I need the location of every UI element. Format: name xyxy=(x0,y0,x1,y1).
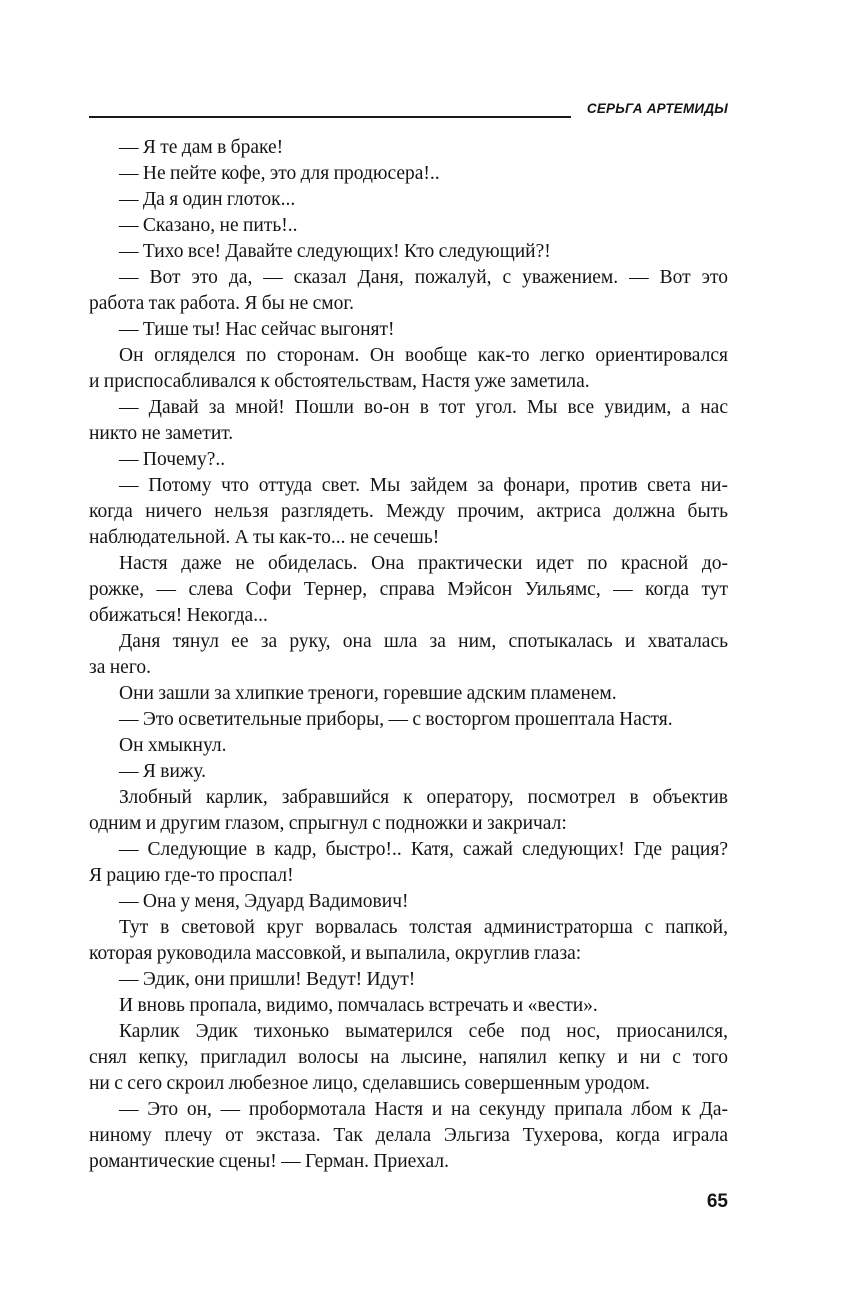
paragraph xyxy=(89,1097,728,1175)
text-line: которая руководила массовкой, и выпалила, округлив глаза: xyxy=(89,943,582,964)
paragraph xyxy=(89,395,728,447)
paragraph xyxy=(89,135,728,161)
text-line: работа так работа. Я бы не смог. xyxy=(89,293,355,314)
text-line: — Она у меня, Эдуард Вадимович! xyxy=(119,891,409,912)
text-line: и приспосабливался к обстоятельствам, Настя уже заметила. xyxy=(89,371,590,392)
text-line: Он огляделся по сторонам. Он вообще как-то легко ориентировался xyxy=(119,345,728,366)
text-line: И вновь пропала, видимо, помчалась встречать и «вести». xyxy=(119,995,598,1016)
paragraph xyxy=(89,889,728,915)
text-line: — Потому что оттуда свет. Мы зайдем за фонари, против света ни- xyxy=(119,475,728,496)
text-line: обижаться! Некогда... xyxy=(89,605,268,626)
text-line: когда ничего нельзя разглядеть. Между прочим, актриса должна быть xyxy=(89,501,728,522)
page-number: 65 xyxy=(706,1191,728,1212)
text-line: — Это он, — пробормотала Настя и на секунду припала лбом к Да- xyxy=(119,1099,728,1120)
text-line: Они зашли за хлипкие треноги, горевшие адским пламенем. xyxy=(119,683,617,704)
text-line: Даня тянул ее за руку, она шла за ним, спотыкалась и хваталась xyxy=(119,631,728,652)
text-line: — Вот это да, — сказал Даня, пожалуй, с уважением. — Вот это xyxy=(119,267,728,288)
header-rule xyxy=(89,116,571,118)
paragraph xyxy=(89,915,728,967)
text-line: романтические сцены! — Герман. Приехал. xyxy=(89,1151,449,1172)
text-line: — Не пейте кофе, это для продюсера!.. xyxy=(119,163,440,184)
text-line: Злобный карлик, забравшийся к оператору, посмотрел в объектив xyxy=(119,787,728,808)
text-line: — Я вижу. xyxy=(119,761,207,782)
text-line: Настя даже не обиделась. Она практически идет по красной до- xyxy=(119,553,728,574)
text-line: — Тихо все! Давайте следующих! Кто следующий?! xyxy=(119,241,551,262)
paragraph xyxy=(89,213,728,239)
text-line: Тут в световой круг ворвалась толстая администраторша с папкой, xyxy=(119,917,728,938)
text-line: ниному плечу от экстаза. Так делала Эльгиза Тухерова, когда играла xyxy=(89,1125,728,1146)
text-line: никто не заметит. xyxy=(89,423,234,444)
paragraph xyxy=(89,265,728,317)
paragraph xyxy=(89,733,728,759)
paragraph xyxy=(89,161,728,187)
text-line: — Почему?.. xyxy=(119,449,226,470)
paragraph xyxy=(89,239,728,265)
paragraph xyxy=(89,967,728,993)
text-line: — Сказано, не пить!.. xyxy=(119,215,298,236)
paragraph xyxy=(89,681,728,707)
text-line: — Я те дам в браке! xyxy=(119,137,284,158)
text-line: рожке, — слева Софи Тернер, справа Мэйсон Уильямс, — когда тут xyxy=(89,579,728,600)
paragraph xyxy=(89,837,728,889)
text-line: наблюдательной. А ты как-то... не сечешь! xyxy=(89,527,440,548)
paragraph xyxy=(89,551,728,629)
paragraph xyxy=(89,629,728,681)
text-line: — Эдик, они пришли! Ведут! Идут! xyxy=(119,969,416,990)
paragraph xyxy=(89,1019,728,1097)
body-text xyxy=(89,135,728,1175)
paragraph xyxy=(89,343,728,395)
paragraph xyxy=(89,785,728,837)
text-line: — Следующие в кадр, быстро!.. Катя, сажай следующих! Где рация? xyxy=(119,839,728,860)
paragraph xyxy=(89,993,728,1019)
paragraph xyxy=(89,707,728,733)
paragraph xyxy=(89,759,728,785)
text-line: одним и другим глазом, спрыгнул с подножки и закричал: xyxy=(89,813,567,834)
paragraph xyxy=(89,317,728,343)
text-line: — Давай за мной! Пошли во-он в тот угол. Мы все увидим, а нас xyxy=(119,397,728,418)
paragraph xyxy=(89,447,728,473)
paragraph xyxy=(89,473,728,551)
paragraph xyxy=(89,187,728,213)
text-line: снял кепку, пригладил волосы на лысине, напялил кепку и ни с того xyxy=(89,1047,728,1068)
text-line: Я рацию где-то проспал! xyxy=(89,865,294,886)
running-title: СЕРЬГА АРТЕМИДЫ xyxy=(586,101,728,116)
text-line: Карлик Эдик тихонько выматерился себе под нос, приосанился, xyxy=(119,1021,728,1042)
text-line: — Да я один глоток... xyxy=(119,189,296,210)
text-line: — Тише ты! Нас сейчас выгонят! xyxy=(119,319,395,340)
text-line: Он хмыкнул. xyxy=(119,735,227,756)
text-line: ни с сего скроил любезное лицо, сделавшись совершенным уродом. xyxy=(89,1073,650,1094)
text-line: — Это осветительные приборы, — с восторгом прошептала Настя. xyxy=(119,709,673,730)
text-line: за него. xyxy=(89,657,151,678)
